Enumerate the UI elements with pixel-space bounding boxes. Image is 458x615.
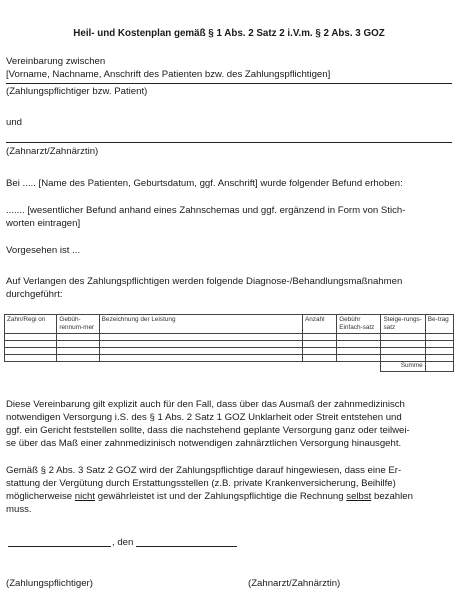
- notice-line2: stattung der Vergütung durch Erstattungsstellen (z.B. private Krankenversicherung, Beihilfe): [6, 478, 396, 489]
- header-service-description: Bezeichnung der Leistung: [99, 315, 302, 334]
- notice-line3-part-e: bezahlen: [371, 491, 413, 502]
- notice-line3-part-a: möglicherweise: [6, 491, 75, 502]
- table-row: [5, 355, 454, 362]
- notice-line4: muss.: [6, 504, 32, 515]
- table-row: [5, 348, 454, 355]
- table-sum-row: [5, 362, 454, 372]
- table-header-row: [5, 315, 454, 334]
- header-tooth-region: Zahn/Regi on: [5, 315, 57, 334]
- findings-detail-line2: worten eintragen]: [6, 218, 81, 229]
- document-title: Heil- und Kostenplan gemäß § 1 Abs. 2 Satz 2 i.V.m. § 2 Abs. 3 GOZ: [73, 28, 385, 39]
- clause-line2: notwendigen Versorgung i.S. des § 1 Abs. 2 Satz 1 GOZ Unklarheit oder Streit entstehen und: [6, 412, 402, 423]
- agreement-between-label: Vereinbarung zwischen: [6, 56, 106, 67]
- payer-signature-label: (Zahlungspflichtiger): [6, 578, 93, 589]
- header-quantity: Anzahl: [302, 315, 336, 334]
- clause-line3: ggf. ein Gericht feststellen sollte, dass die nachstehend geplante Versorgung ganz oder teilwei-: [6, 425, 410, 436]
- request-line2: durchgeführt:: [6, 289, 63, 300]
- procedures-table: [4, 314, 454, 372]
- sum-label: Summe: [381, 362, 425, 372]
- header-amount: Be-trag: [425, 315, 453, 334]
- and-label: und: [6, 117, 23, 128]
- notice-nicht: nicht: [74, 491, 96, 502]
- notice-selbst: selbst: [346, 491, 372, 502]
- header-simple-rate: Gebühr Einfach-satz: [337, 315, 381, 334]
- notice-line3: [6, 490, 450, 503]
- notice-line3-part-c: gewährleistet ist und der Zahlungspflichtige die Rechnung: [95, 491, 347, 502]
- sum-value: [425, 362, 453, 372]
- header-increase-rate: Steige-rungs-satz: [381, 315, 425, 334]
- clause-line1: Diese Vereinbarung gilt explizit auch für den Fall, dass über das Ausmaß der zahnmedizinisch: [6, 399, 405, 410]
- patient-placeholder: [Vorname, Nachname, Anschrift des Patienten bzw. des Zahlungspflichtigen]: [6, 69, 331, 80]
- findings-intro: Bei ..... [Name des Patienten, Geburtsdatum, ggf. Anschrift] wurde folgender Befund erhoben:: [6, 178, 403, 189]
- clause-line4: se über das Maß einer zahnmedizinisch notwendigen zahnärztlichen Versorgung hinausgeht.: [6, 438, 402, 449]
- date-field[interactable]: [136, 546, 237, 547]
- findings-detail-line1: ....... [wesentlicher Befund anhand eines Zahnschemas und ggf. ergänzend in Form von Stich-: [6, 205, 406, 216]
- table-row: [5, 334, 454, 341]
- dentist-signature-label: (Zahnarzt/Zahnärztin): [248, 578, 341, 589]
- place-field[interactable]: [8, 546, 111, 547]
- payer-label: (Zahlungspflichtiger bzw. Patient): [6, 86, 148, 97]
- notice-line1: Gemäß § 2 Abs. 3 Satz 2 GOZ wird der Zahlungspflichtige darauf hingewiesen, dass eine Er-: [6, 465, 402, 476]
- request-line1: Auf Verlangen des Zahlungspflichtigen werden folgende Diagnose-/Behandlungsmaßnahmen: [6, 276, 403, 287]
- header-fee-number: Gebüh-rennum-mer: [57, 315, 99, 334]
- date-den-label: , den: [112, 537, 134, 548]
- planned-label: Vorgesehen ist ...: [6, 245, 81, 256]
- dentist-label: (Zahnarzt/Zahnärztin): [6, 146, 99, 157]
- dentist-line: [6, 142, 452, 143]
- patient-line: [6, 83, 452, 84]
- table-row: [5, 341, 454, 348]
